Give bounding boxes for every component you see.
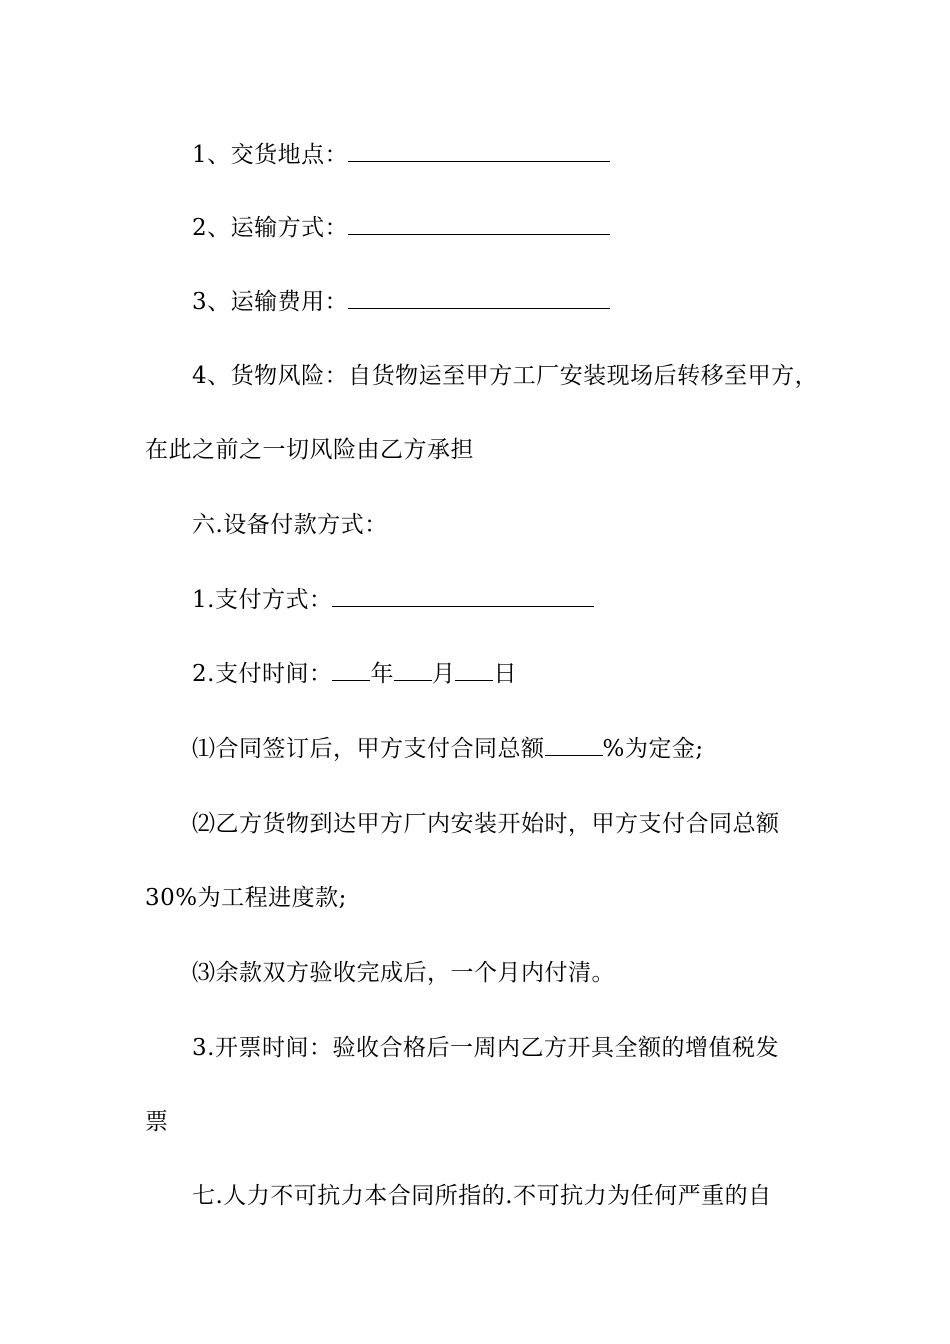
transport-method-blank[interactable] (348, 214, 610, 235)
payment-method-line (192, 585, 872, 615)
progress-payment-line-2: 30%为工程进度款; (145, 885, 347, 911)
payment-month-blank[interactable] (394, 660, 432, 681)
deposit-percent-blank[interactable] (545, 735, 603, 756)
deposit-text-before: ⑴合同签订后，甲方支付合同总额 (192, 736, 545, 762)
month-label: 月 (431, 661, 456, 687)
delivery-place-label: 1、交货地点： (192, 142, 349, 168)
deposit-text-after: %为定金; (602, 736, 704, 762)
payment-method-label: 1.支付方式： (192, 587, 333, 613)
transport-cost-blank[interactable] (348, 288, 610, 309)
delivery-place-line (192, 140, 872, 170)
payment-day-blank[interactable] (455, 660, 493, 681)
transport-method-label: 2、运输方式： (192, 215, 349, 241)
force-majeure-line: 七.人力不可抗力本合同所指的.不可抗力为任何严重的自 (192, 1183, 772, 1209)
goods-risk-line-1: 4、货物风险：自货物运至甲方工厂安装现场后转移至甲方， (192, 363, 819, 389)
section-6-heading: 六.设备付款方式： (192, 512, 388, 538)
transport-cost-label: 3、运输费用： (192, 289, 349, 315)
payment-time-line (192, 659, 872, 689)
payment-time-label: 2.支付时间： (192, 661, 333, 687)
transport-cost-line (192, 287, 872, 317)
goods-risk-line-2: 在此之前之一切风险由乙方承担 (145, 437, 474, 463)
invoice-line-2: 票 (145, 1109, 169, 1135)
deposit-line (192, 734, 872, 764)
balance-line: ⑶余款双方验收完成后，一个月内付清。 (192, 960, 615, 986)
invoice-line-1: 3.开票时间：验收合格后一周内乙方开具全额的增值税发 (192, 1035, 779, 1061)
payment-method-blank[interactable] (332, 586, 594, 607)
transport-method-line (192, 213, 872, 243)
delivery-place-blank[interactable] (348, 141, 610, 162)
progress-payment-line-1: ⑵乙方货物到达甲方厂内安装开始时，甲方支付合同总额 (192, 811, 780, 837)
day-label: 日 (493, 661, 517, 687)
year-label: 年 (370, 661, 394, 687)
payment-year-blank[interactable] (332, 660, 370, 681)
